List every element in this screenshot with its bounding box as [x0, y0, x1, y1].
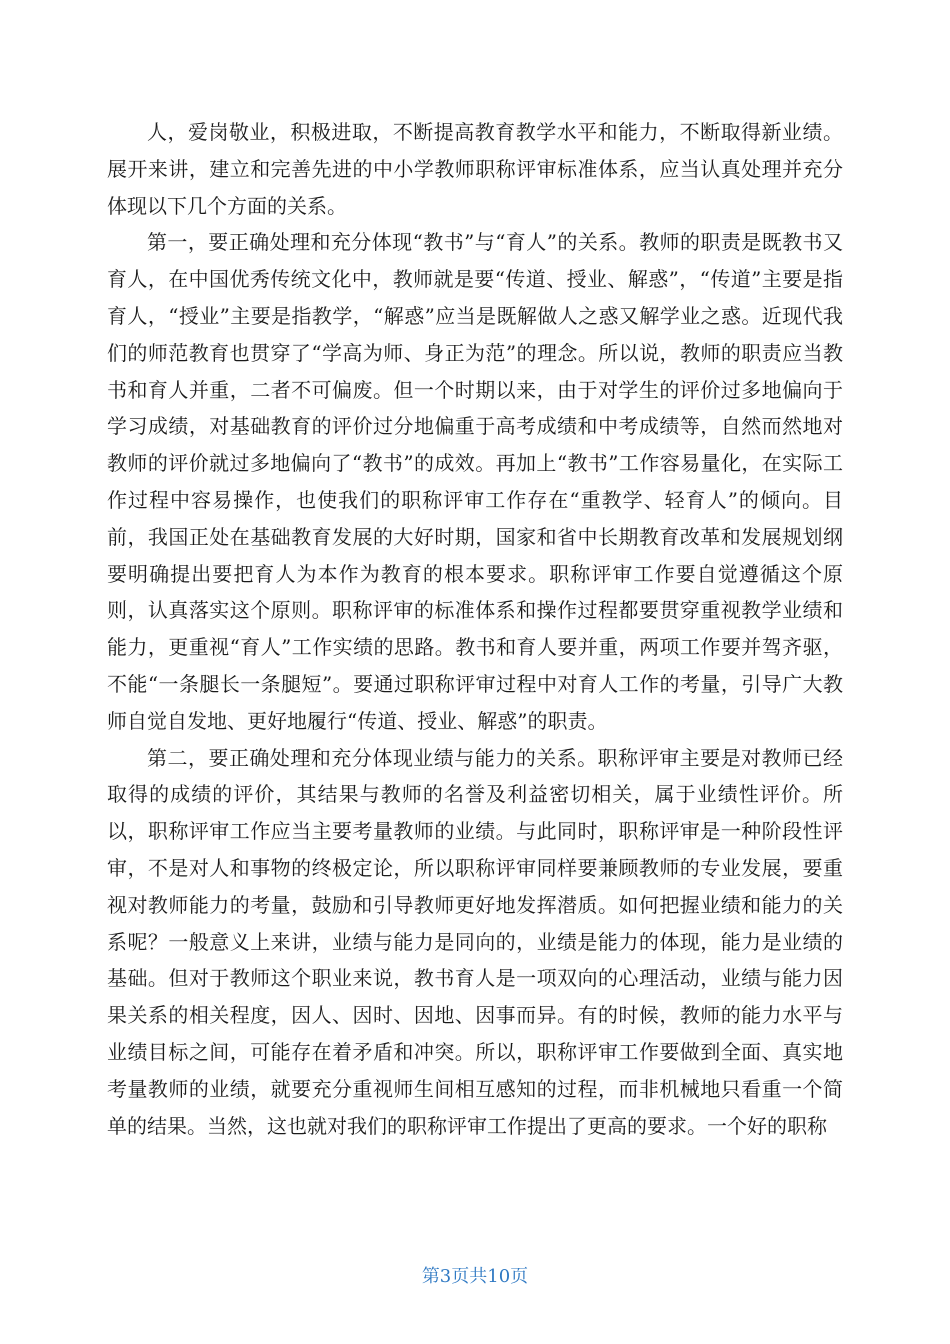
paragraph-1: 人，爱岗敬业，积极进取，不断提高教育教学水平和能力，不断取得新业绩。展开来讲，建立和完善先进的中小学教师职称评审标准体系，应当认真处理并充分体现以下几个方面的关系。 [107, 120, 843, 218]
paragraph-3: 第二，要正确处理和充分体现业绩与能力的关系。职称评审主要是对教师已经取得的成绩的评价，其结果与教师的名誉及利益密切相关，属于业绩性评价。所以，职称评审工作应当主要考量教师的业绩。与此同时，职称评审是一种阶段性评审，不是对人和事物的终极定论，所以职称评审同样要兼顾教师的专业发展，要重视对教师能力的考量，鼓励和引导教师更好地发挥潜质。如何把握业绩和能力的关系呢？一般意义上来讲，业绩与能力是同向的，业绩是能力的体现，能力是业绩的基础。但对于教师这个职业来说，教书育人是一项双向的心理活动，业绩与能力因果关系的相关程度，因人、因时、因地、因事而异。有的时候，教师的能力水平与业绩目标之间，可能存在着矛盾和冲突。所以，职称评审工作要做到全面、真实地考量教师的业绩，就要充分重视师生间相互感知的过程，而非机械地只看重一个简单的结果。当然，这也就对我们的职称评审工作提出了更高的要求。一个好的职称 [107, 745, 843, 1138]
page-number-footer: 第3页共10页 [421, 1266, 529, 1287]
paragraph-2: 第一，要正确处理和充分体现“教书”与“育人”的关系。教师的职责是既教书又育人，在中国优秀传统文化中，教师就是要“传道、授业、解惑”，“传道”主要是指育人，“授业”主要是指教学，“解惑”应当是既解做人之惑又解学业之惑。近现代我们的师范教育也贯穿了“学高为师、身正为范”的理念。所以说，教师的职责应当教书和育人并重，二者不可偏废。但一个时期以来，由于对学生的评价过多地偏向于学习成绩，对基础教育的评价过分地偏重于高考成绩和中考成绩等，自然而然地对教师的评价就过多地偏向了“教书”的成效。再加上“教书”工作容易量化，在实际工作过程中容易操作，也使我们的职称评审工作存在“重教学、轻育人”的倾向。目前，我国正处在基础教育发展的大好时期，国家和省中长期教育改革和发展规划纲要明确提出要把育人为本作为教育的根本要求。职称评审工作要自觉遵循这个原则，认真落实这个原则。职称评审的标准体系和操作过程都要贯穿重视教学业绩和能力，更重视“育人”工作实绩的思路。教书和育人要并重，两项工作要并驾齐驱，不能“一条腿长一条腿短”。要通过职称评审过程中对育人工作的考量，引导广大教师自觉自发地、更好地履行“传道、授业、解惑”的职责。 [107, 230, 843, 733]
document-body [107, 114, 843, 1144]
